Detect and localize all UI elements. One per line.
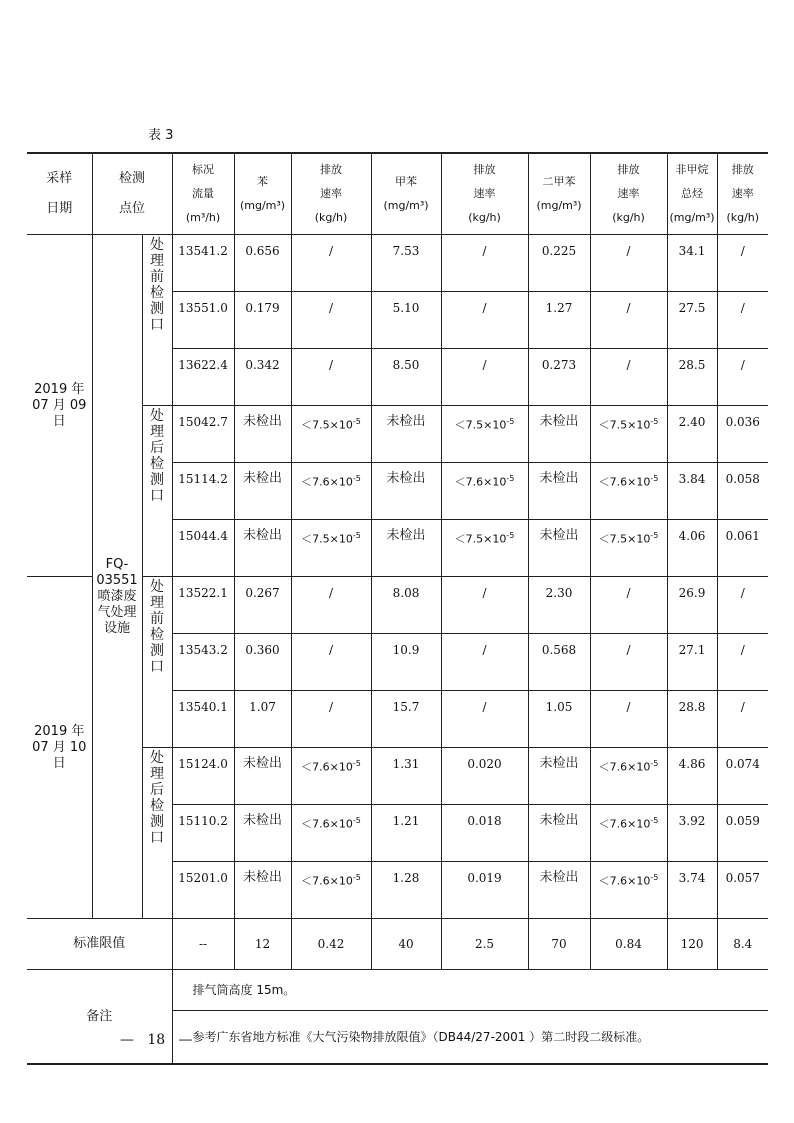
table-cell: 未检出 — [234, 406, 291, 463]
table-cell: 1.21 — [371, 805, 441, 862]
table-cell: / — [441, 292, 528, 349]
standard-limit-value: 0.42 — [291, 919, 371, 970]
table-cell: 未检出 — [234, 520, 291, 577]
table-cell: / — [590, 577, 667, 634]
table-cell: / — [717, 577, 768, 634]
table-cell: 0.036 — [717, 406, 768, 463]
table-cell: $<7.5\times 10^{-5}$ — [590, 520, 667, 577]
header-rate-benzene: 排放 速率 (kg/h) — [291, 153, 371, 235]
table-cell: $<7.6\times 10^{-5}$ — [291, 748, 371, 805]
table-cell: 0.018 — [441, 805, 528, 862]
standard-limit-value: 40 — [371, 919, 441, 970]
note-text: 排气筒高度 15m。 — [172, 970, 768, 1011]
table-cell: 0.273 — [528, 349, 590, 406]
standard-limit-value: 8.4 — [717, 919, 768, 970]
header-rate-xylene: 排放 速率 (kg/h) — [590, 153, 667, 235]
header-benzene: 苯 (mg/m³) — [234, 153, 291, 235]
table-row — [27, 235, 768, 292]
table-cell: / — [590, 691, 667, 748]
table-cell: / — [291, 292, 371, 349]
table-cell: 10.9 — [371, 634, 441, 691]
table-cell: 5.10 — [371, 292, 441, 349]
table-cell: / — [717, 349, 768, 406]
table-cell: $<7.5\times 10^{-5}$ — [441, 520, 528, 577]
table-cell: / — [291, 634, 371, 691]
table-cell: 未检出 — [234, 862, 291, 919]
standard-limit-row — [27, 919, 768, 970]
table-cell: 8.50 — [371, 349, 441, 406]
table-cell: 2.30 — [528, 577, 590, 634]
table-cell: 未检出 — [371, 406, 441, 463]
header-nmhc: 非甲烷 总烃 (mg/m³) — [667, 153, 717, 235]
table-cell: / — [590, 349, 667, 406]
table-cell: $<7.6\times 10^{-5}$ — [291, 805, 371, 862]
table-cell: 13543.2 — [172, 634, 234, 691]
header-flow: 标况 流量 (m³/h) — [172, 153, 234, 235]
table-cell: 13551.0 — [172, 292, 234, 349]
table-cell: 0.342 — [234, 349, 291, 406]
table-cell: 0.267 — [234, 577, 291, 634]
table-cell: / — [590, 292, 667, 349]
stage-before-treatment: 处 理 前 检 测 口 — [142, 235, 172, 406]
stage-after-treatment: 处 理 后 检 测 口 — [142, 406, 172, 577]
header-row — [27, 153, 768, 235]
standard-limit-value: 2.5 — [441, 919, 528, 970]
table-cell: 7.53 — [371, 235, 441, 292]
table-cell: $<7.6\times 10^{-5}$ — [441, 463, 528, 520]
table-cell: 0.058 — [717, 463, 768, 520]
table-cell: 15.7 — [371, 691, 441, 748]
table-cell: 27.1 — [667, 634, 717, 691]
standard-limit-value: 70 — [528, 919, 590, 970]
header-monitoring-point: 检测 点位 — [92, 153, 172, 235]
table-cell: 0.059 — [717, 805, 768, 862]
table-cell: / — [441, 235, 528, 292]
table-cell: 0.568 — [528, 634, 590, 691]
table-cell: 1.28 — [371, 862, 441, 919]
table-caption: 表 3 — [148, 128, 174, 143]
table-cell: 未检出 — [371, 520, 441, 577]
table-cell: 0.225 — [528, 235, 590, 292]
header-rate-nmhc: 排放 速率 (kg/h) — [717, 153, 768, 235]
standard-limit-value: 120 — [667, 919, 717, 970]
table-cell: $<7.5\times 10^{-5}$ — [590, 406, 667, 463]
table-cell: 15044.4 — [172, 520, 234, 577]
table-cell: 未检出 — [528, 805, 590, 862]
sample-date: 2019 年 07 月 09 日 — [27, 235, 92, 577]
standard-limit-label: 标准限值 — [27, 919, 172, 970]
table-cell: / — [441, 577, 528, 634]
table-cell: 34.1 — [667, 235, 717, 292]
table-cell: / — [291, 349, 371, 406]
table-cell: 0.656 — [234, 235, 291, 292]
table-cell: 3.92 — [667, 805, 717, 862]
table-cell: 15114.2 — [172, 463, 234, 520]
table-cell: / — [717, 691, 768, 748]
table-cell: 未检出 — [234, 805, 291, 862]
table-cell: 28.8 — [667, 691, 717, 748]
table-cell: 15042.7 — [172, 406, 234, 463]
table-cell: $<7.5\times 10^{-5}$ — [441, 406, 528, 463]
table-cell: / — [717, 634, 768, 691]
table-cell: 1.31 — [371, 748, 441, 805]
stage-after-treatment: 处 理 后 检 测 口 — [142, 748, 172, 919]
table-cell: 0.020 — [441, 748, 528, 805]
table-cell: 27.5 — [667, 292, 717, 349]
table-cell: 未检出 — [371, 463, 441, 520]
table-cell: $<7.6\times 10^{-5}$ — [291, 463, 371, 520]
table-cell: 未检出 — [528, 862, 590, 919]
table-cell: 26.9 — [667, 577, 717, 634]
table-cell: 1.27 — [528, 292, 590, 349]
table-cell: $<7.6\times 10^{-5}$ — [590, 805, 667, 862]
table-cell: 2.40 — [667, 406, 717, 463]
sample-date: 2019 年 07 月 10 日 — [27, 577, 92, 919]
header-xylene: 二甲苯 (mg/m³) — [528, 153, 590, 235]
table-cell: $<7.6\times 10^{-5}$ — [590, 463, 667, 520]
table-cell: 1.07 — [234, 691, 291, 748]
table-cell: 3.84 — [667, 463, 717, 520]
table-cell: $<7.5\times 10^{-5}$ — [291, 406, 371, 463]
table-cell: 15110.2 — [172, 805, 234, 862]
table-cell: / — [291, 235, 371, 292]
table-cell: 1.05 — [528, 691, 590, 748]
table-cell: 未检出 — [234, 748, 291, 805]
table-cell: / — [291, 577, 371, 634]
table-cell: / — [717, 292, 768, 349]
header-toluene: 甲苯 (mg/m³) — [371, 153, 441, 235]
table-cell: 13540.1 — [172, 691, 234, 748]
table-cell: 0.061 — [717, 520, 768, 577]
table-cell: $<7.5\times 10^{-5}$ — [291, 520, 371, 577]
table-cell: 未检出 — [528, 406, 590, 463]
table-cell: 8.08 — [371, 577, 441, 634]
table-cell: 0.360 — [234, 634, 291, 691]
table-cell: 4.06 — [667, 520, 717, 577]
table-cell: 28.5 — [667, 349, 717, 406]
table-cell: $<7.6\times 10^{-5}$ — [590, 748, 667, 805]
table-cell: 3.74 — [667, 862, 717, 919]
table-cell: 0.074 — [717, 748, 768, 805]
table-cell: 未检出 — [528, 520, 590, 577]
stage-before-treatment: 处 理 前 检 测 口 — [142, 577, 172, 748]
table-cell: / — [590, 634, 667, 691]
table-cell: 13541.2 — [172, 235, 234, 292]
page-number: — 18 — — [120, 1032, 193, 1048]
header-rate-toluene: 排放 速率 (kg/h) — [441, 153, 528, 235]
table-cell: 未检出 — [528, 463, 590, 520]
table-cell: $<7.6\times 10^{-5}$ — [590, 862, 667, 919]
results-table — [27, 152, 768, 1065]
table-cell: 15201.0 — [172, 862, 234, 919]
notes-label: 备注 — [27, 970, 172, 1065]
table-cell: / — [441, 634, 528, 691]
monitoring-point: FQ- 03551 喷漆废 气处理 设施 — [92, 235, 142, 919]
note-row — [27, 970, 768, 1011]
standard-limit-value: 12 — [234, 919, 291, 970]
table-cell: / — [717, 235, 768, 292]
table-cell: / — [291, 691, 371, 748]
table-cell: 4.86 — [667, 748, 717, 805]
table-cell: 0.179 — [234, 292, 291, 349]
table-cell: 0.057 — [717, 862, 768, 919]
table-cell: / — [590, 235, 667, 292]
table-cell: 未检出 — [234, 463, 291, 520]
table-cell: 13522.1 — [172, 577, 234, 634]
table-cell: / — [441, 691, 528, 748]
table-cell: 未检出 — [528, 748, 590, 805]
table-cell: / — [441, 349, 528, 406]
table-cell: 15124.0 — [172, 748, 234, 805]
table-cell: 13622.4 — [172, 349, 234, 406]
note-text: 参考广东省地方标准《大气污染物排放限值》（DB44/27-2001 ）第二时段二级标准。 — [172, 1011, 768, 1065]
header-sample-date: 采样 日期 — [27, 153, 92, 235]
standard-limit-value: 0.84 — [590, 919, 667, 970]
standard-limit-value: -- — [172, 919, 234, 970]
table-cell: 0.019 — [441, 862, 528, 919]
table-cell: $<7.6\times 10^{-5}$ — [291, 862, 371, 919]
